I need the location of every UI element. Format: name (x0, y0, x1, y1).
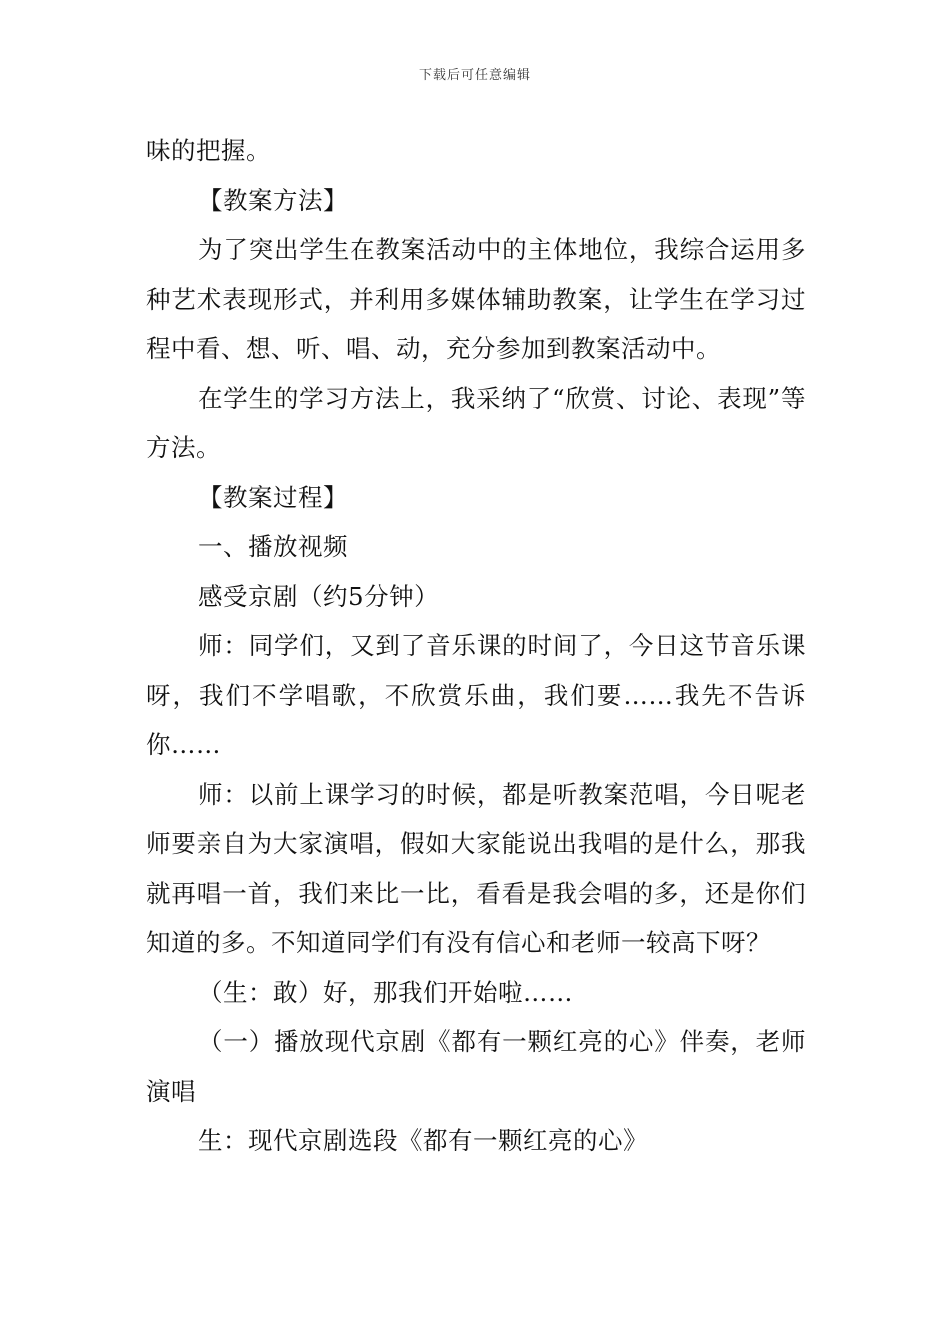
paragraph-7: 师：同学们，又到了音乐课的时间了，今日这节音乐课呀，我们不学唱歌，不欣赏乐曲，我们要……我先不告诉你…… (146, 631, 806, 759)
paragraph-0: 味的把握。 (146, 136, 271, 165)
paragraph-5: 一、播放视频 (198, 532, 348, 561)
paragraph-8: 师：以前上课学习的时候，都是听教案范唱，今日呢老师要亲自为大家演唱，假如大家能说出我唱的是什么，那我就再唱一首，我们来比一比，看看是我会唱的多，还是你们知道的多。不知道同学们有没有信心和老师一较高下呀？ (146, 779, 806, 957)
paragraph-3: 在学生的学习方法上，我采纳了“欣赏、讨论、表现”等方法。 (146, 383, 806, 462)
page-header-note: 下载后可任意编辑 (418, 68, 531, 83)
paragraph-11: 生：现代京剧选段《都有一颗红亮的心》 (198, 1126, 648, 1155)
paragraph-9: （生：敢）好，那我们开始啦…… (198, 977, 573, 1007)
paragraph-2: 为了突出学生在教案活动中的主体地位，我综合运用多种艺术表现形式，并利用多媒体辅助教案，让学生在学习过程中看、想、听、唱、动，充分参加到教案活动中。 (146, 235, 806, 363)
paragraph-10: （一）播放现代京剧《都有一颗红亮的心》伴奏，老师演唱 (146, 1027, 806, 1106)
document-body (146, 126, 806, 1166)
section-heading-process: 【教案过程】 (198, 482, 348, 512)
paragraph-6: 感受京剧（约5分钟） (198, 581, 440, 611)
section-heading-method: 【教案方法】 (198, 185, 348, 215)
